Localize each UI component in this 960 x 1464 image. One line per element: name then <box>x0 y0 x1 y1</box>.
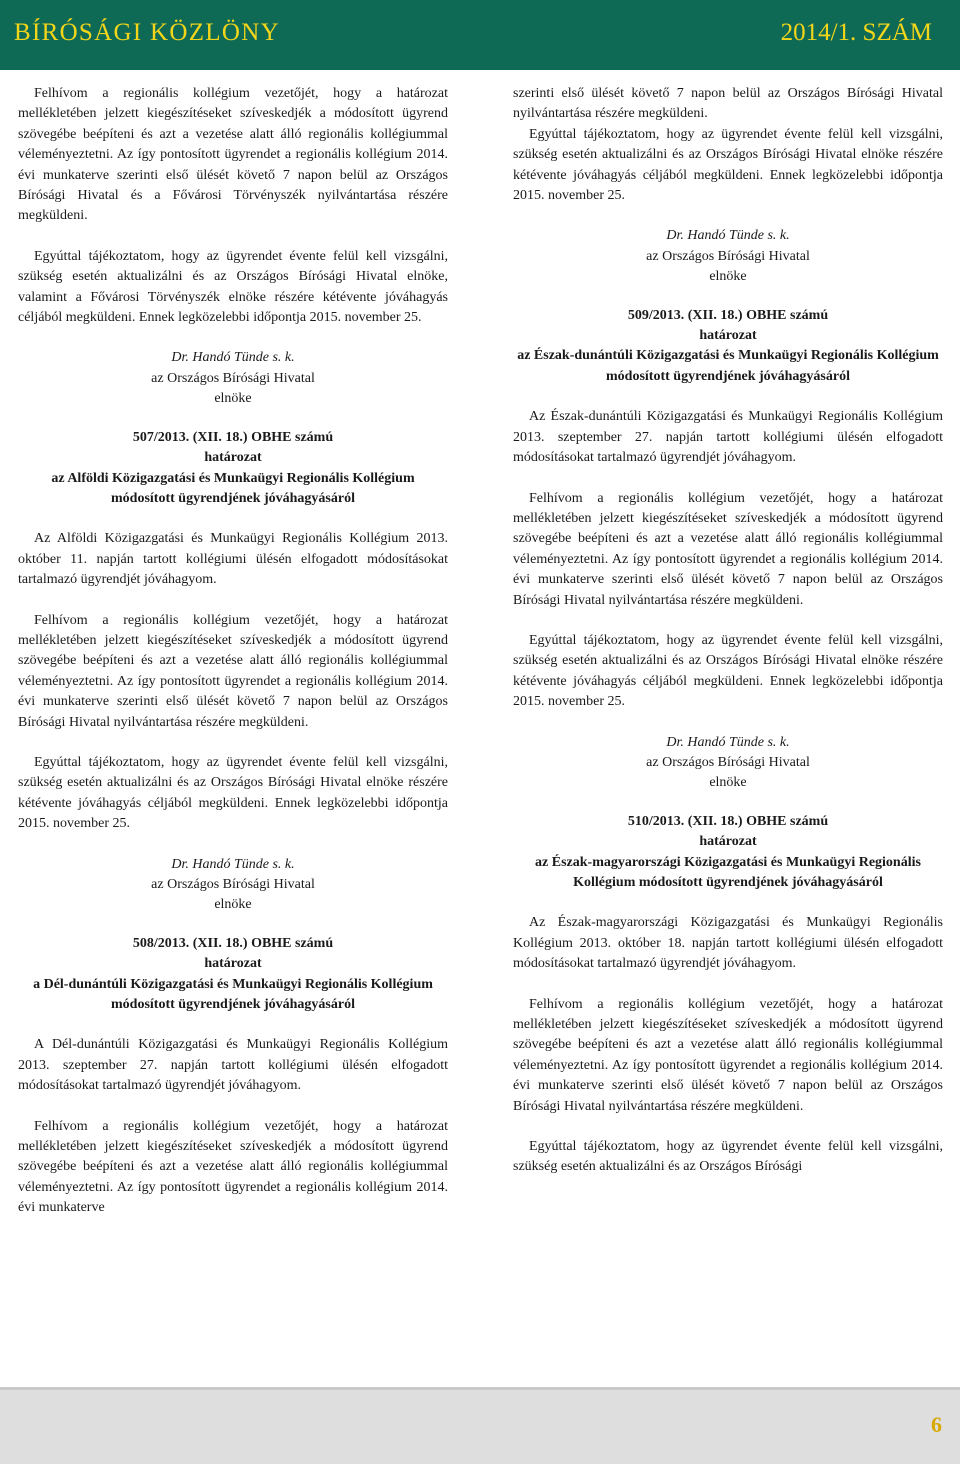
page-footer <box>0 1387 960 1464</box>
resolution-type: határozat <box>204 956 262 972</box>
signatory-role: elnöke <box>709 269 747 285</box>
paragraph: A Dél-dunántúli Közigazgatási és Munkaügyi Regionális Kollégium 2013. szeptember 27. napján tartott kollégiumi ülésén elfogadott módosításokat tartalmazó ügyrendjét jóváhagyom. <box>18 1037 448 1094</box>
paragraph: Felhívom a regionális kollégium vezetőjét, hogy a határozat mellékletében jelzett kiegészítéseket szíveskedjék a módosított ügyrend szövegébe beépíteni és azt a vezetése alatt álló regionális kollégiummal véleményeztetni. Az így pontosított ügyrendet a regionális kollégium 2014. évi munkaterve szerinti első ülését követő 7 napon belül az Országos Bírósági Hivatal és a Fővárosi Törvényszék nyilvántartása részére megküldeni. <box>18 86 448 224</box>
paragraph: Felhívom a regionális kollégium vezetőjét, hogy a határozat mellékletében jelzett kiegészítéseket szíveskedjék a módosított ügyrend szövegébe beépíteni és azt a vezetése alatt álló regionális kollégiummal véleményeztetni. Az így pontosított ügyrendet a regionális kollégium 2014. évi munkaterve szerinti első ülését követő 7 napon belül az Országos Bírósági Hivatal nyilvántartása részére megküldeni. <box>513 996 943 1114</box>
resolution-heading <box>18 934 448 1016</box>
signatory-name: Dr. Handó Tünde s. k. <box>171 350 295 366</box>
page-header <box>0 0 960 70</box>
signatory-name: Dr. Handó Tünde s. k. <box>171 856 295 872</box>
signatory-office: az Országos Bírósági Hivatal <box>151 877 315 892</box>
resolution-heading <box>18 428 448 510</box>
paragraph: Felhívom a regionális kollégium vezetőjét, hogy a határozat mellékletében jelzett kiegészítéseket szíveskedjék a módosított ügyrend szövegébe beépíteni és azt a vezetése alatt álló regionális kollégiummal véleményeztetni. Az így pontosított ügyrendet a regionális kollégium 2014. évi munkaterve <box>18 1118 448 1216</box>
resolution-number: 509/2013. (XII. 18.) OBHE számú <box>627 307 829 323</box>
paragraph: Egyúttal tájékoztatom, hogy az ügyrendet évente felül kell vizsgálni, szükség esetén aktualizálni és az Országos Bírósági Hivatal elnöke, valamint a Fővárosi Törvényszék elnöke részére kétévente jóváhagyás céljából megküldeni. Ennek legközelebbi időpontja 2015. november 25. <box>18 248 448 326</box>
resolution-number: 510/2013. (XII. 18.) OBHE számú <box>627 813 829 829</box>
signatory-role: elnöke <box>214 897 252 913</box>
paragraph: Az Észak-magyarországi Közigazgatási és Munkaügyi Regionális Kollégium 2013. október 18. napján tartott kollégiumi ülésén elfogadott módosításokat tartalmazó ügyrendjét jóváhagyom. <box>513 915 943 972</box>
resolution-subject: az Észak-magyarországi Közigazgatási és Munkaügyi Regionális Kollégium módosított ügyrendjének jóváhagyásáról <box>535 854 921 890</box>
signatory-role: elnöke <box>709 775 747 791</box>
issue-number: 2014/1. SZÁM <box>780 19 932 46</box>
resolution-subject: az Alföldi Közigazgatási és Munkaügyi Regionális Kollégium módosított ügyrendjének jóváhagyásáról <box>51 470 415 506</box>
signatory-name: Dr. Handó Tünde s. k. <box>666 734 790 750</box>
signatory-office: az Országos Bírósági Hivatal <box>151 370 315 386</box>
resolution-subject: a Dél-dunántúli Közigazgatási és Munkaügyi Regionális Kollégium módosított ügyrendjének jóváhagyásáról <box>33 976 433 1013</box>
resolution-number: 507/2013. (XII. 18.) OBHE számú <box>132 429 334 445</box>
right-column <box>513 84 943 1178</box>
paragraph: Felhívom a regionális kollégium vezetőjét, hogy a határozat mellékletében jelzett kiegészítéseket szíveskedjék a módosított ügyrend szövegébe beépíteni és azt a vezetése alatt álló regionális kollégiummal véleményeztetni. Az így pontosított ügyrendet a regionális kollégium 2014. évi munkaterve szerinti első ülését követő 7 napon belül az Országos Bírósági Hivatal nyilvántartása részére megküldeni. <box>513 490 943 608</box>
paragraph: szerinti első ülését követő 7 napon belül az Országos Bírósági Hivatal nyilvántartása részére megküldeni. <box>513 86 943 122</box>
paragraph: Egyúttal tájékoztatom, hogy az ügyrendet évente felül kell vizsgálni, szükség esetén aktualizálni és az Országos Bírósági Hivatal elnöke részére kétévente jóváhagyás céljából megküldeni. Ennek legközelebbi időpontja 2015. november 25. <box>513 126 943 204</box>
resolution-type: határozat <box>699 834 757 850</box>
paragraph: Az Észak-dunántúli Közigazgatási és Munkaügyi Regionális Kollégium 2013. szeptember 27. napján tartott kollégiumi ülésén elfogadott módosításokat tartalmazó ügyrendjét jóváhagyom. <box>513 409 943 466</box>
signature-block <box>18 855 448 916</box>
publication-title: BÍRÓSÁGI KÖZLÖNY <box>14 19 280 46</box>
signatory-role: elnöke <box>214 391 252 407</box>
resolution-heading <box>513 812 943 894</box>
signature-block <box>513 733 943 794</box>
resolution-heading <box>513 306 943 388</box>
signature-block <box>18 348 448 409</box>
signatory-office: az Országos Bírósági Hivatal <box>646 754 810 770</box>
page-number: 6 <box>931 1412 942 1437</box>
paragraph: Felhívom a regionális kollégium vezetőjét, hogy a határozat mellékletében jelzett kiegészítéseket szíveskedjék a módosított ügyrend szövegébe beépíteni és azt a vezetése alatt álló regionális kollégiummal véleményeztetni. Az így pontosított ügyrendet a regionális kollégium 2014. évi munkaterve szerinti első ülését követő 7 napon belül az Országos Bírósági Hivatal nyilvántartása részére megküldeni. <box>18 612 448 730</box>
paragraph: Az Alföldi Közigazgatási és Munkaügyi Regionális Kollégium 2013. október 11. napján tartott kollégiumi ülésén elfogadott módosításokat tartalmazó ügyrendjét jóváhagyom. <box>18 531 448 588</box>
resolution-type: határozat <box>204 450 262 466</box>
paragraph: Egyúttal tájékoztatom, hogy az ügyrendet évente felül kell vizsgálni, szükség esetén aktualizálni és az Országos Bírósági Hivatal elnöke részére kétévente jóváhagyás céljából megküldeni. Ennek legközelebbi időpontja 2015. november 25. <box>18 754 448 832</box>
paragraph: Egyúttal tájékoztatom, hogy az ügyrendet évente felül kell vizsgálni, szükség esetén aktualizálni és az Országos Bírósági Hivatal elnöke részére kétévente jóváhagyás céljából megküldeni. Ennek legközelebbi időpontja 2015. november 25. <box>513 632 943 710</box>
signature-block <box>513 226 943 287</box>
resolution-subject: az Észak-dunántúli Közigazgatási és Munkaügyi Regionális Kollégium módosított ügyrendjének jóváhagyásáról <box>517 348 939 384</box>
signatory-office: az Országos Bírósági Hivatal <box>646 248 810 264</box>
signatory-name: Dr. Handó Tünde s. k. <box>666 228 790 244</box>
resolution-number: 508/2013. (XII. 18.) OBHE számú <box>132 935 334 951</box>
left-column <box>18 84 448 1219</box>
paragraph: Egyúttal tájékoztatom, hogy az ügyrendet évente felül kell vizsgálni, szükség esetén aktualizálni és az Országos Bírósági <box>513 1139 943 1175</box>
resolution-type: határozat <box>699 328 757 344</box>
